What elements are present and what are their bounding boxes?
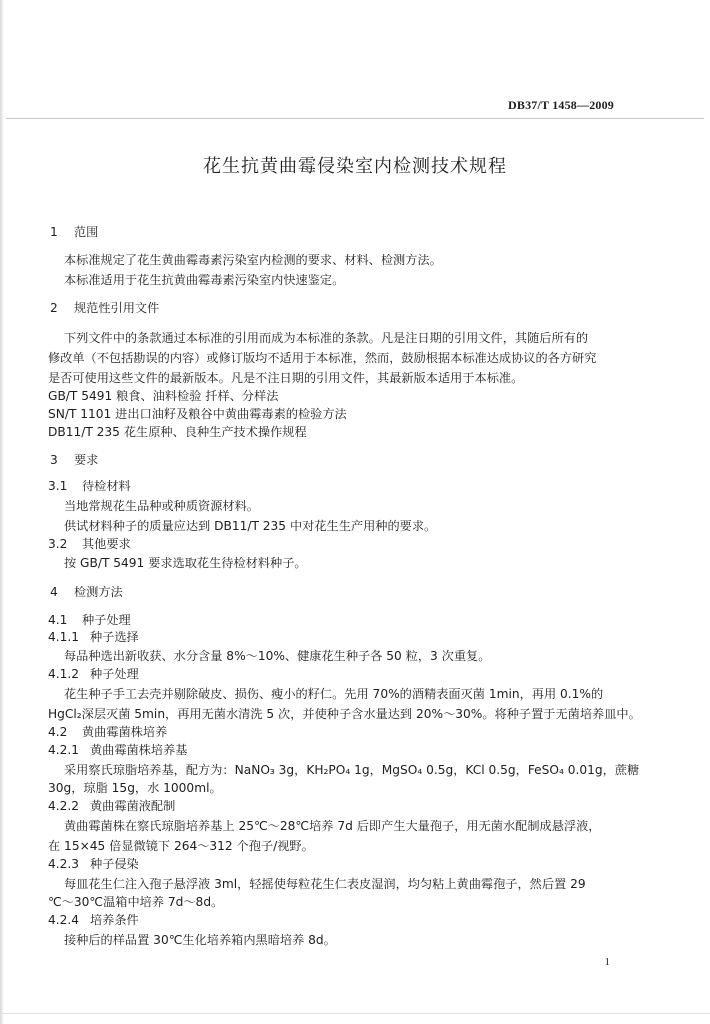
paragraph: 本标准适用于花生抗黄曲霉毒素污染室内快速鉴定。 bbox=[64, 273, 345, 287]
subsection-heading bbox=[48, 724, 167, 740]
paragraph-line: 黄曲霉菌株在察氏琼脂培养基上 25℃～28℃培养 7d 后即产生大量孢子，用无菌水配制成悬浮液， bbox=[64, 819, 601, 833]
subsubsection-title: 黄曲霉菌液配制 bbox=[90, 799, 176, 813]
reference-item: SN/T 1101 进出口油籽及粮谷中黄曲霉毒素的检验方法 bbox=[48, 407, 347, 421]
section-2-heading bbox=[50, 300, 159, 316]
section-title: 要求 bbox=[74, 453, 99, 467]
subsubsection-heading bbox=[48, 798, 175, 814]
header-rule bbox=[6, 118, 704, 119]
subsubsection-number: 4.2.3 bbox=[48, 857, 80, 871]
section-4-heading bbox=[50, 584, 123, 600]
subsubsection-heading bbox=[48, 912, 139, 928]
subsubsection-heading bbox=[48, 856, 139, 872]
paragraph-line: 花生种子手工去壳并剔除破皮、损伤、瘦小的籽仁。先用 70%的酒精表面灭菌 1min，再用 0.1%的 bbox=[64, 687, 604, 701]
paragraph: 本标准规定了花生黄曲霉毒素污染室内检测的要求、材料、检测方法。 bbox=[64, 253, 442, 267]
subsection-title: 黄曲霉菌株培养 bbox=[82, 725, 168, 739]
reference-item: DB11/T 235 花生原种、良种生产技术操作规程 bbox=[48, 425, 307, 439]
section-3-heading bbox=[50, 452, 98, 468]
standard-code: DB37/T 1458—2009 bbox=[508, 98, 614, 112]
section-title: 检测方法 bbox=[74, 585, 123, 599]
subsubsection-heading bbox=[48, 742, 188, 758]
paragraph-line: 在 15×45 倍显微镜下 264～312 个孢子/视野。 bbox=[48, 839, 314, 853]
subsection-number: 4.2 bbox=[48, 725, 68, 739]
reference-item: GB/T 5491 粮食、油料检验 扦样、分样法 bbox=[48, 389, 279, 403]
section-title: 范围 bbox=[74, 225, 99, 239]
subsection-heading bbox=[48, 478, 131, 494]
section-number: 2 bbox=[50, 301, 58, 315]
subsubsection-title: 种子处理 bbox=[90, 667, 139, 681]
subsection-number: 4.1 bbox=[48, 613, 68, 627]
subsection-title: 待检材料 bbox=[82, 479, 131, 493]
section-number: 1 bbox=[50, 225, 58, 239]
subsubsection-number: 4.2.4 bbox=[48, 913, 80, 927]
section-number: 3 bbox=[50, 453, 58, 467]
subsubsection-title: 种子侵染 bbox=[90, 857, 139, 871]
subsection-title: 其他要求 bbox=[82, 537, 131, 551]
subsection-number: 3.2 bbox=[48, 537, 68, 551]
subsubsection-heading bbox=[48, 666, 139, 682]
subsubsection-number: 4.1.2 bbox=[48, 667, 80, 681]
subsection-heading bbox=[48, 612, 131, 628]
subsubsection-number: 4.1.1 bbox=[48, 630, 80, 644]
subsection-number: 3.1 bbox=[48, 479, 68, 493]
paragraph: 每品种选出新收获、水分含量 8%～10%、健康花生种子各 50 粒，3 次重复。 bbox=[64, 649, 491, 663]
section-1-heading bbox=[50, 224, 98, 240]
subsection-heading bbox=[48, 536, 131, 552]
section-title: 规范性引用文件 bbox=[74, 301, 160, 315]
subsubsection-number: 4.2.1 bbox=[48, 743, 80, 757]
paragraph-line: 采用察氏琼脂培养基，配方为：NaNO₃ 3g，KH₂PO₄ 1g，MgSO₄ 0.5g，KCl 0.5g，FeSO₄ 0.01g，蔗糖 bbox=[64, 763, 640, 777]
subsubsection-title: 培养条件 bbox=[90, 913, 139, 927]
paragraph: 按 GB/T 5491 要求选取花生待检材料种子。 bbox=[64, 556, 307, 570]
paragraph: 供试材料种子的质量应达到 DB11/T 235 中对花生生产用种的要求。 bbox=[64, 519, 437, 533]
paragraph: 当地常规花生品种或种质资源材料。 bbox=[64, 499, 259, 513]
paragraph: 接种后的样品置 30℃生化培养箱内黑暗培养 8d。 bbox=[64, 933, 336, 947]
footer-rule bbox=[0, 1013, 710, 1014]
subsection-title: 种子处理 bbox=[82, 613, 131, 627]
document-title: 花生抗黄曲霉侵染室内检测技术规程 bbox=[203, 156, 507, 177]
subsubsection-heading bbox=[48, 629, 139, 645]
paragraph-line: HgCl₂深层灭菌 5min，再用无菌水清洗 5 次，并使种子含水量达到 20%～30%。将种子置于无菌培养皿中。 bbox=[48, 707, 641, 721]
paragraph-line: 30g，琼脂 15g，水 1000ml。 bbox=[48, 781, 222, 795]
section-number: 4 bbox=[50, 585, 58, 599]
paragraph-line: 是否可使用这些文件的最新版本。凡是不注日期的引用文件，其最新版本适用于本标准。 bbox=[48, 371, 524, 385]
paragraph-line: ℃～30℃温箱中培养 7d～8d。 bbox=[48, 895, 224, 909]
page-number: 1 bbox=[604, 956, 610, 968]
subsubsection-number: 4.2.2 bbox=[48, 799, 80, 813]
paragraph-line: 下列文件中的条款通过本标准的引用而成为本标准的条款。凡是注日期的引用文件，其随后所有的 bbox=[64, 331, 589, 345]
subsubsection-title: 种子选择 bbox=[90, 630, 139, 644]
paragraph-line: 每皿花生仁注入孢子悬浮液 3ml，轻摇使每粒花生仁表皮湿润，均匀粘上黄曲霉孢子，然后置 29 bbox=[64, 877, 586, 891]
subsubsection-title: 黄曲霉菌株培养基 bbox=[90, 743, 188, 757]
paragraph-line: 修改单（不包括勘误的内容）或修订版均不适用于本标准，然而，鼓励根据本标准达成协议的各方研究 bbox=[48, 351, 597, 365]
